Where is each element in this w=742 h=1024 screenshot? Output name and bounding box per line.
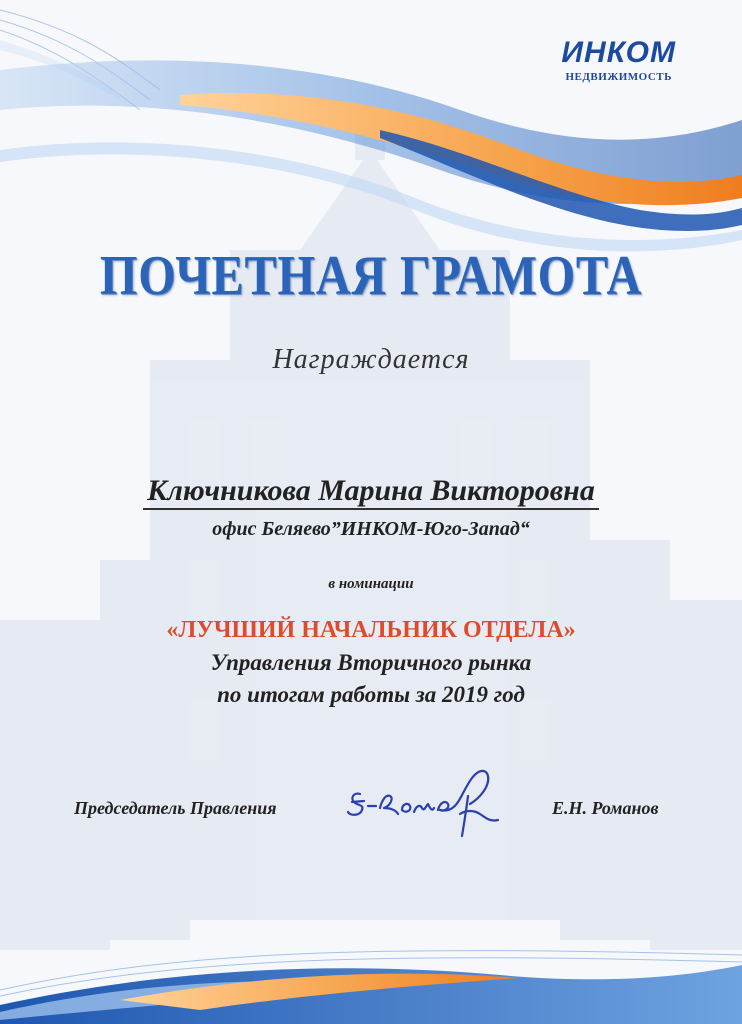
certificate-title: ПОЧЕТНАЯ ГРАМОТА [99, 245, 643, 307]
signatory-position: Председатель Правления [74, 798, 277, 818]
handwritten-signature [340, 756, 560, 846]
recipient-name: Ключникова Марина Викторовна [143, 474, 599, 510]
nomination-period: по итогам работы за 2019 год [217, 682, 525, 707]
nomination-title: «ЛУЧШИЙ НАЧАЛЬНИК ОТДЕЛА» [166, 617, 576, 643]
recipient-office: офис Беляево”ИНКОМ-Юго-Запад“ [212, 518, 530, 540]
recipient-name-row [0, 474, 742, 508]
signatory-name: Е.Н. Романов [552, 798, 659, 818]
nomination-department: Управления Вторичного рынка [210, 650, 532, 675]
logo-wordmark: ИНКОМ [561, 36, 676, 69]
company-logo [561, 38, 676, 83]
awarded-label: Награждается [272, 344, 470, 375]
logo-subtitle: НЕДВИЖИМОСТЬ [565, 71, 672, 83]
nomination-intro: в номинации [328, 576, 414, 592]
